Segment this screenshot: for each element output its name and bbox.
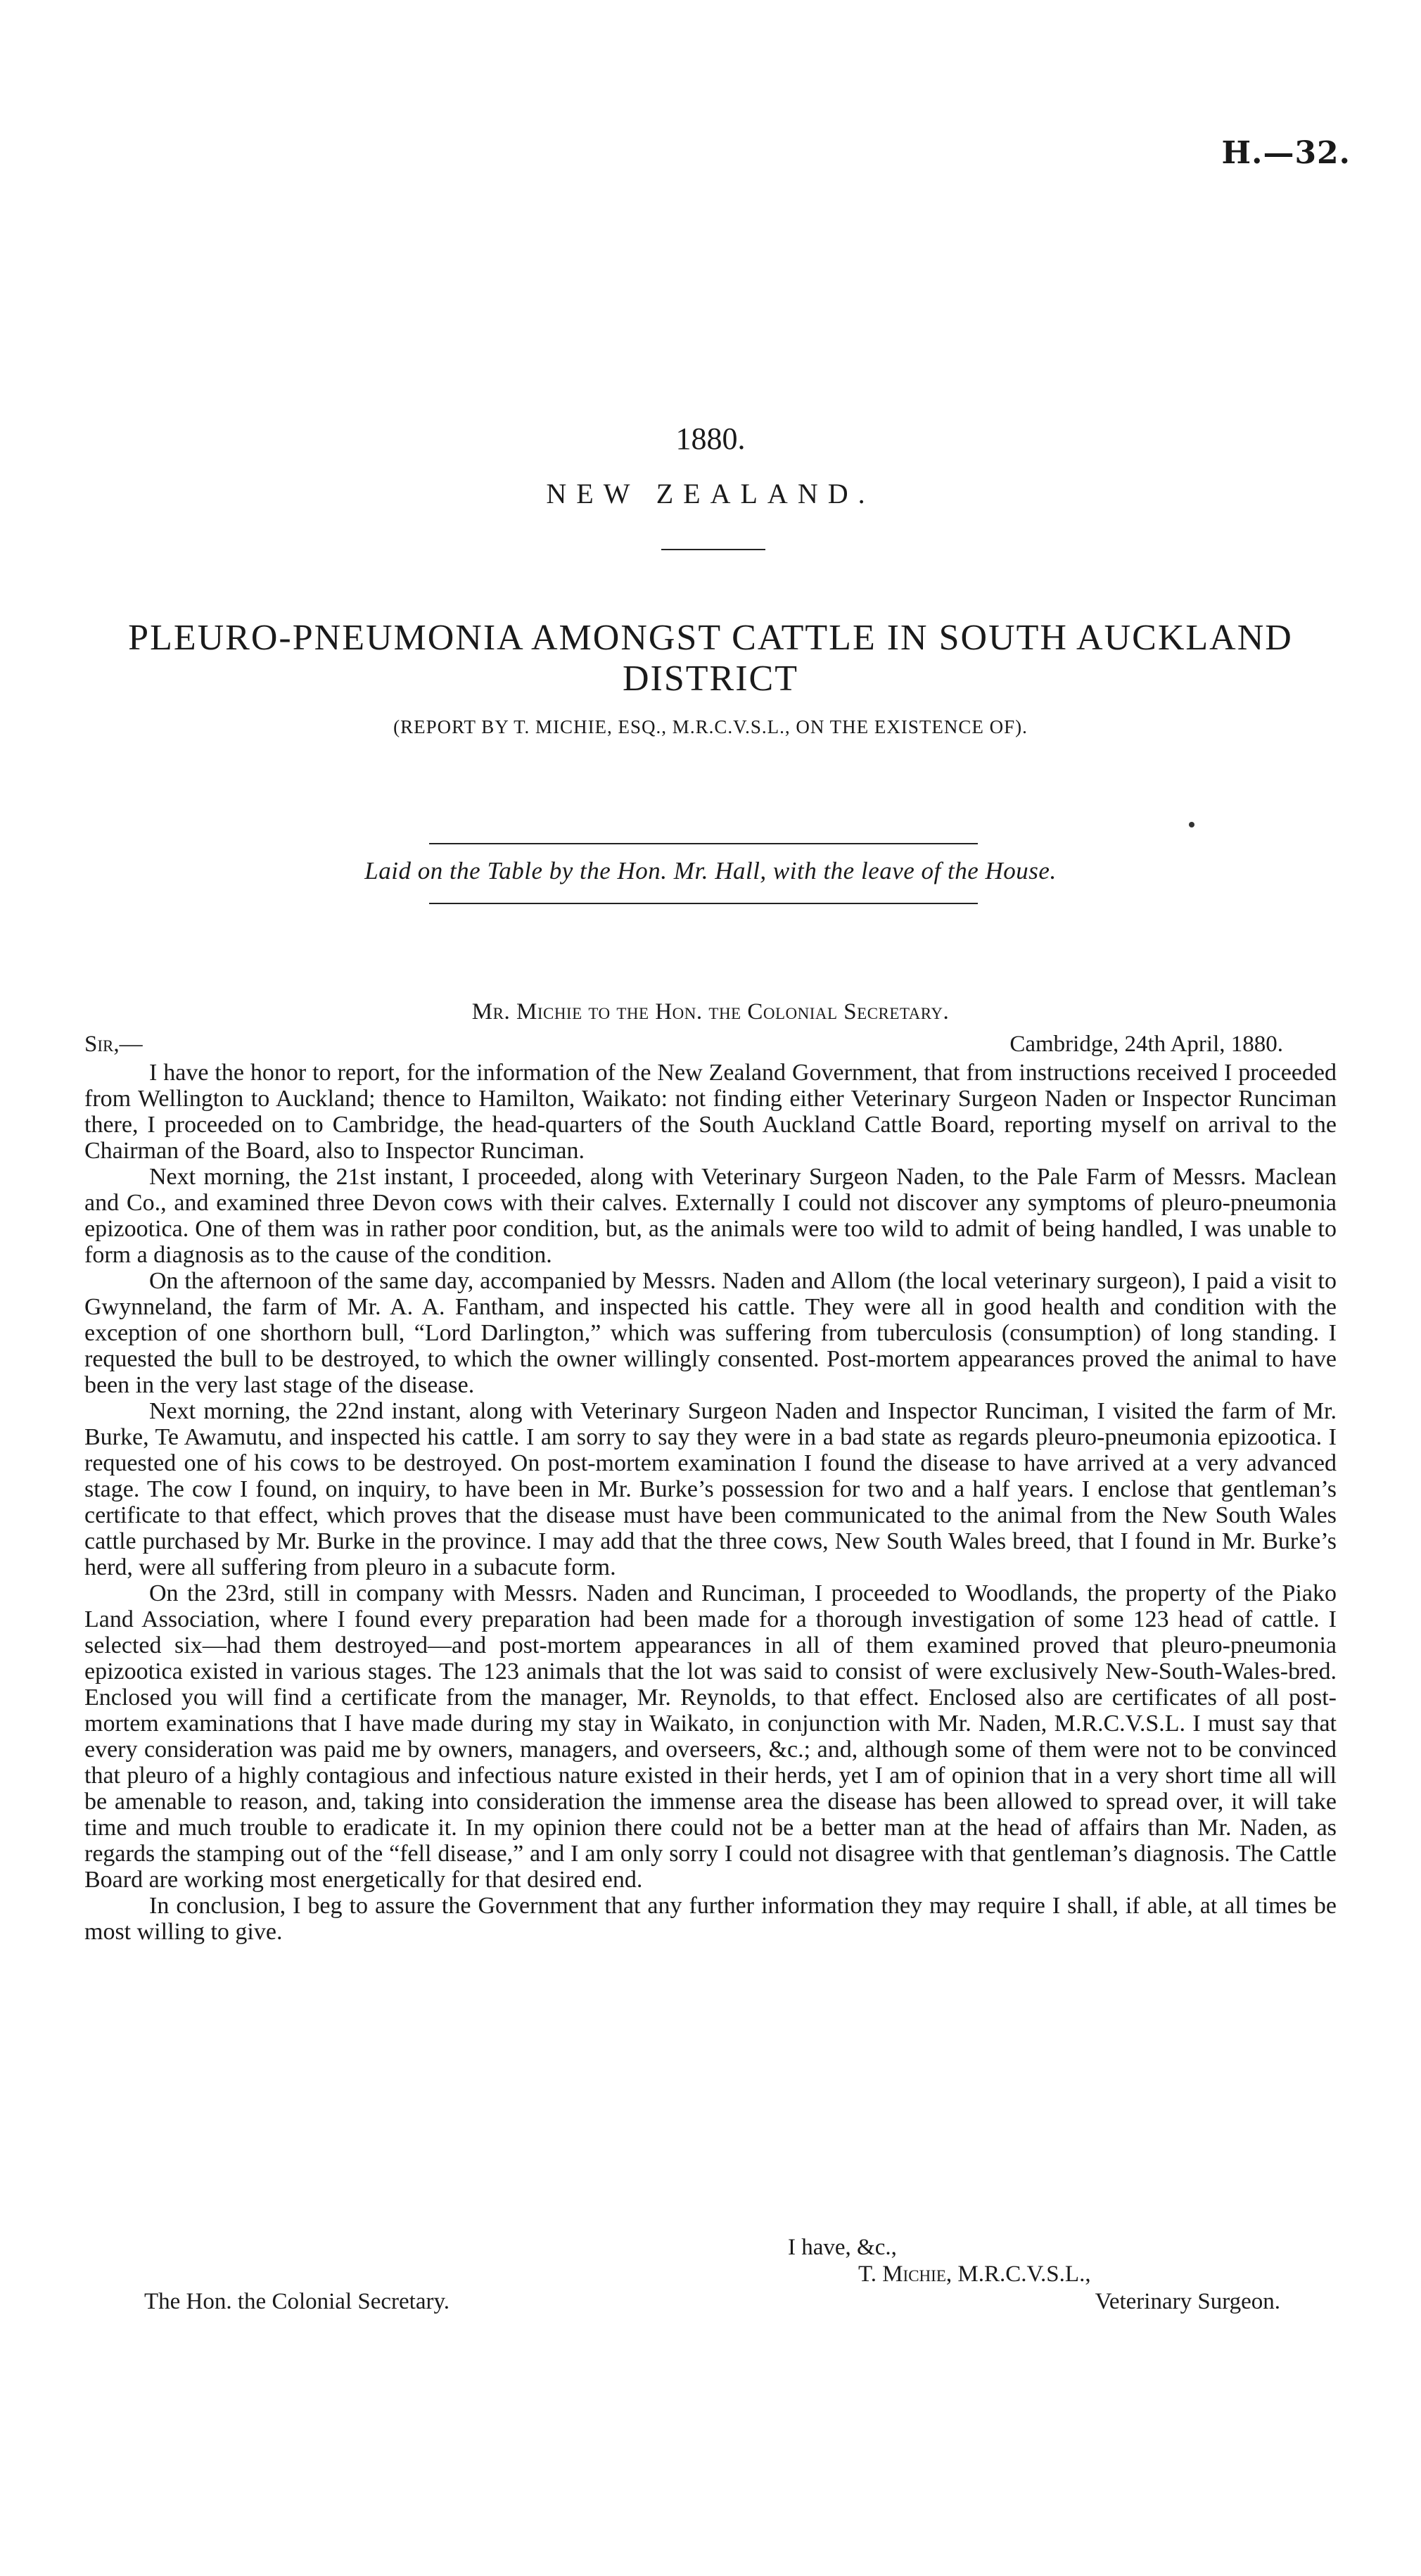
ink-dot (1189, 822, 1194, 827)
salutation: Sir,— (84, 1032, 143, 1057)
letter-body (84, 1060, 1337, 1945)
paragraph: On the afternoon of the same day, accompanied by Messrs. Naden and Allom (the local veterinary surgeon), I paid a visit to Gwynneland, the farm of Mr. A. A. Fantham, and inspected his cattle. They were all in good health and condition with the exception of one shorthorn bull, “Lord Darlington,” which was suffering from tuberculosis (consumption) of long standing. I requested the bull to be destroyed, to which the owner willingly consented. Post-mortem appearances proved the animal to have been in the very last stage of the disease. (84, 1268, 1337, 1398)
paragraph: In conclusion, I beg to assure the Government that any further information they may require I shall, if able, at all times be most willing to give. (84, 1893, 1337, 1945)
title-line-2: DISTRICT (623, 659, 798, 699)
country-heading: NEW ZEALAND. (546, 478, 875, 509)
title-line-1: PLEURO-PNEUMONIA AMONGST CATTLE IN SOUTH AUCKLAND (128, 618, 1293, 658)
divider-rule-top (429, 843, 978, 844)
page-reference: H.—32. (1221, 135, 1351, 171)
paragraph: Next morning, the 21st instant, I proceeded, along with Veterinary Surgeon Naden, to the Pale Farm of Messrs. Maclean and Co., and examined three Devon cows with their calves. Externally I could not discover any symptoms of pleuro-pneumonia epizootica. One of them was in rather poor condition, but, as the animals were too wild to admit of being handled, I was unable to form a diagnosis as to the cause of the condition. (84, 1164, 1337, 1268)
signature: T. Michie, M.R.C.V.S.L., (858, 2261, 1091, 2287)
paragraph: Next morning, the 22nd instant, along with Veterinary Surgeon Naden and Inspector Runciman, I visited the farm of Mr. Burke, Te Awamutu, and inspected his cattle. I am sorry to say they were in a bad state as regards pleuro-pneumonia epizootica. I requested one of his cows to be destroyed. On post-mortem examination I found the disease to have arrived at a very advanced stage. The cow I found, on inquiry, to have been in Mr. Burke’s possession for two and a half years. I enclose that gentleman’s certificate to that effect, which proves that the disease must have been communicated to the animal from the New South Wales cattle purchased by Mr. Burke in the province. I may add that the three cows, New South Wales breed, that I found in Mr. Burke’s herd, were all suffering from pleuro in a subacute form. (84, 1398, 1337, 1580)
letter-heading: Mr. Michie to the Hon. the Colonial Secretary. (471, 999, 950, 1024)
page-title (56, 618, 1365, 699)
signoff: I have, &c., (788, 2235, 897, 2260)
paragraph: On the 23rd, still in company with Messrs. Naden and Runciman, I proceeded to Woodlands, the property of the Piako Land Association, where I found every preparation had been made for a thorough investigation of some 123 head of cattle. I selected six—had them destroyed—and post-mortem appearances in all of them examined proved that pleuro-pneumonia epizootica existed in various stages. The 123 animals that the lot was said to consist of were exclusively New-South-Wales-bred. Enclosed you will find a certificate from the manager, Mr. Reynolds, to that effect. Enclosed also are certificates of all post-mortem examinations that I have made during my stay in Waikato, in conjunction with Mr. Naden, M.R.C.V.S.L. I must say that every consideration was paid me by owners, managers, and overseers, &c.; and, although some of them were not to be convinced that pleuro of a highly contagious and infectious nature existed in their herds, yet I am of opinion that in a very short time all will be amenable to reason, and, taking into consideration the immense area the disease has been allowed to spread over, it will take time and much trouble to eradicate it. In my opinion there could not be a better man at the head of affairs than Mr. Naden, as regards the stamping out of the “fell disease,” and I am only sorry I could not disagree with that gentleman’s diagnosis. The Cattle Board are working most energetically for that desired end. (84, 1580, 1337, 1893)
divider-rule (661, 549, 765, 550)
divider-rule-bottom (429, 903, 978, 904)
addressee: The Hon. the Colonial Secretary. (144, 2289, 450, 2314)
paragraph: I have the honor to report, for the information of the New Zealand Government, that from instructions received I proceeded from Wellington to Auckland; thence to Hamilton, Waikato: not finding either Veterinary Surgeon Naden or Inspector Runciman there, I proceeded on to Cambridge, the head-quarters of the South Auckland Cattle Board, reporting myself on arrival to the Chairman of the Board, also to Inspector Runciman. (84, 1060, 1337, 1164)
laid-on-table-note: Laid on the Table by the Hon. Mr. Hall, with the leave of the House. (364, 857, 1057, 884)
document-year: 1880. (675, 421, 746, 456)
signature-title: Veterinary Surgeon. (1095, 2289, 1280, 2314)
dateline: Cambridge, 24th April, 1880. (1009, 1032, 1283, 1057)
report-subtitle: (REPORT BY T. MICHIE, ESQ., M.R.C.V.S.L., ON THE EXISTENCE OF). (393, 716, 1028, 737)
